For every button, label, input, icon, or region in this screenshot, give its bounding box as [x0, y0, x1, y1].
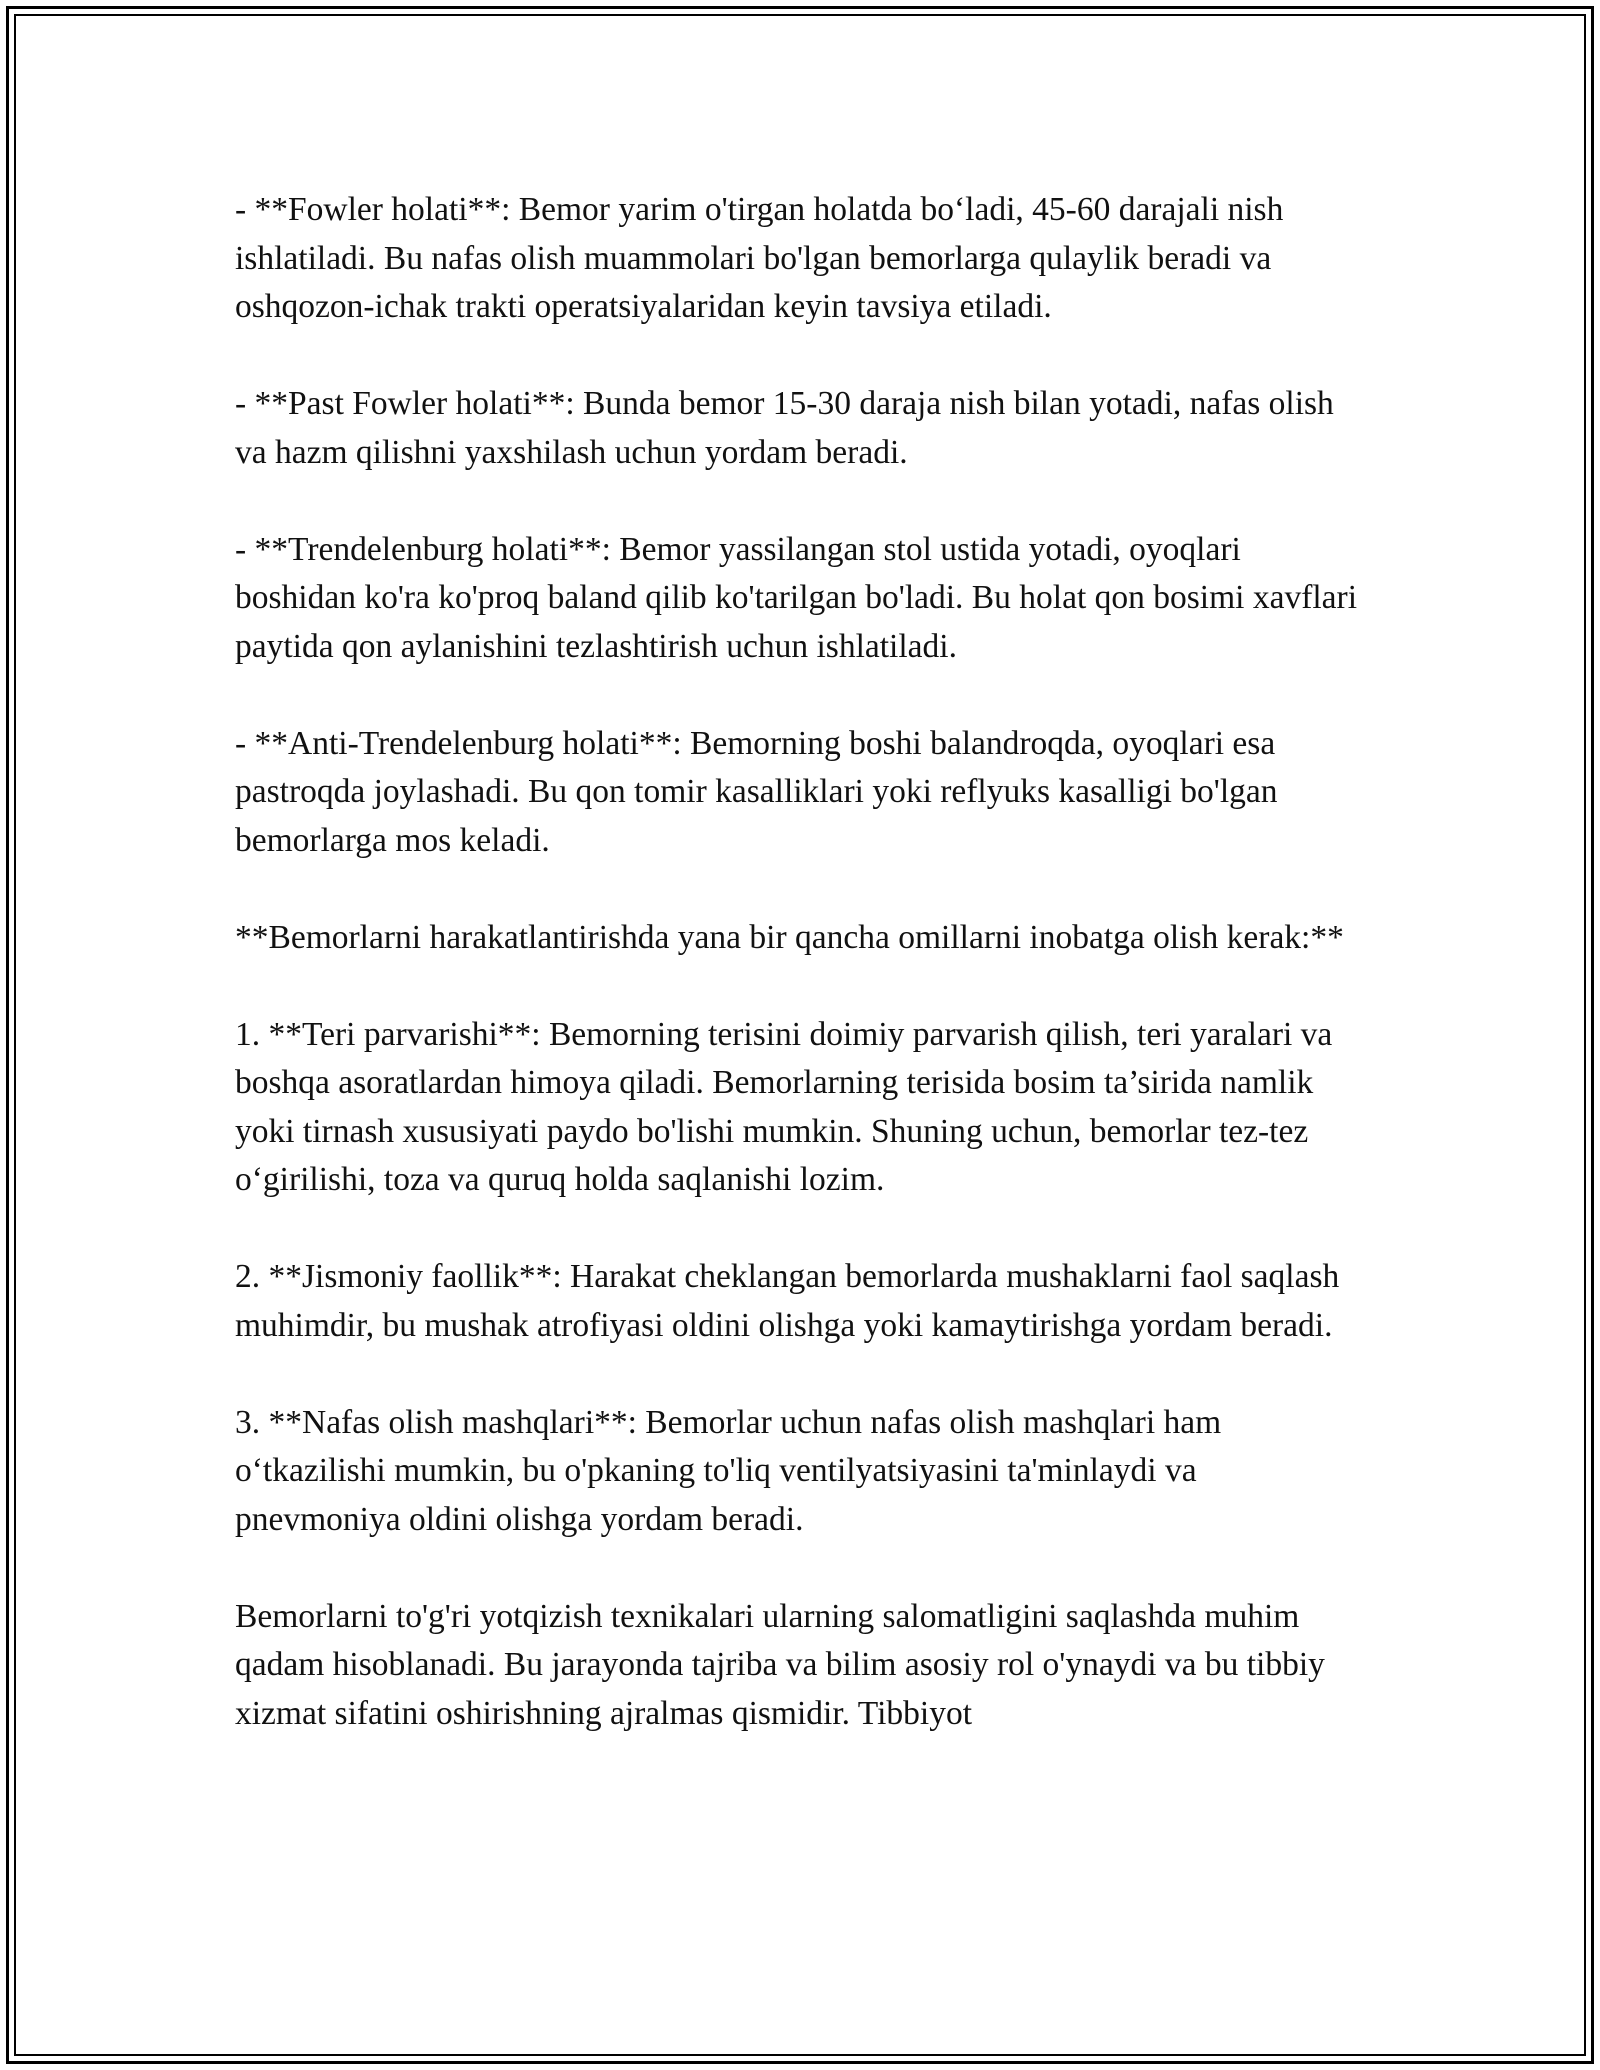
paragraph-conclusion: Bemorlarni to'g'ri yotqizish texnikalari ularning salomatligini saqlashda muhim qadam hisoblanadi. Bu jarayonda tajriba va bilim asosiy rol o'ynaydi va bu tibbiy xizmat sifatini oshirishning ajralmas qismidir. Tibbiyot — [235, 1597, 1325, 1732]
paragraph-fowler-position: - **Fowler holati**: Bemor yarim o'tirgan holatda bo‘ladi, 45-60 darajali nish ishlatiladi. Bu nafas olish muammolari bo'lgan bemorlarga qulaylik beradi va oshqozon-ichak trakti operatsiyalaridan keyin tavsiya etiladi. — [235, 191, 1284, 325]
document-body — [235, 186, 1370, 1738]
list-item-physical-activity: 2. **Jismoniy faollik**: Harakat cheklangan bemorlarda mushaklarni faol saqlash muhimdir, bu mushak atrofiyasi oldini olishga yoki kamaytirishga yordam beradi. — [235, 1258, 1340, 1344]
paragraph-anti-trendelenburg-position: - **Anti-Trendelenburg holati**: Bemorning boshi balandroqda, oyoqlari esa pastroqda joylashadi. Bu qon tomir kasalliklari yoki reflyuks kasalligi bo'lgan bemorlarga mos keladi. — [235, 724, 1278, 859]
list-item-skin-care: 1. **Teri parvarishi**: Bemorning terisini doimiy parvarish qilish, teri yaralari va boshqa asoratlardan himoya qiladi. Bemorlarning terisida bosim ta’sirida namlik yoki tirnash xususiyati paydo bo'lishi mumkin. Shuning uchun, bemorlar tez-tez o‘girilishi, toza va quruq holda saqlanishi lozim. — [235, 1015, 1333, 1198]
paragraph-low-fowler-position: - **Past Fowler holati**: Bunda bemor 15-30 daraja nish bilan yotadi, nafas olish va hazm qilishni yaxshilash uchun yordam beradi. — [235, 385, 1334, 471]
list-item-breathing-exercises: 3. **Nafas olish mashqlari**: Bemorlar uchun nafas olish mashqlari ham o‘tkazilishi mumkin, bu o'pkaning to'liq ventilyatsiyasini ta'minlaydi va pnevmoniya oldini olishga yordam beradi. — [235, 1403, 1222, 1538]
paragraph-factors-heading: **Bemorlarni harakatlantirishda yana bir qancha omillarni inobatga olish kerak:** — [235, 918, 1344, 956]
paragraph-trendelenburg-position: - **Trendelenburg holati**: Bemor yassilangan stol ustida yotadi, oyoqlari boshidan ko'ra ko'proq baland qilib ko'tarilgan bo'ladi. Bu holat qon bosimi xavflari paytida qon aylanishini tezlashtirish uchun ishlatiladi. — [235, 530, 1358, 665]
